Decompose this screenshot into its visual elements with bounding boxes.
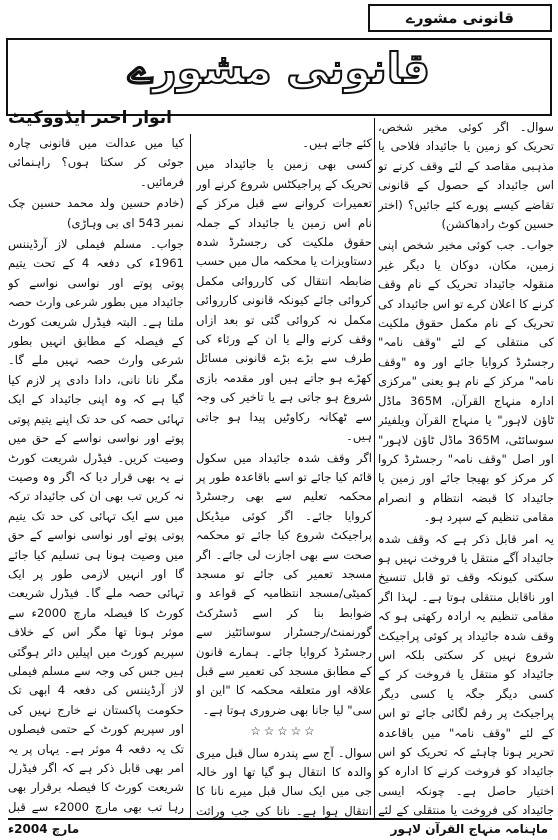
column-middle bbox=[196, 134, 372, 818]
author-name: انوار اختر ایڈووکیٹ bbox=[8, 108, 172, 128]
questioner-name: (خادم حسین ولد محمد حسین چک نمبر 543 ای بی وہاڑی) bbox=[8, 196, 184, 230]
question-2-end: کیا میں عدالت میں قانونی چارہ جوئی کر سکتا ہوں؟ راہنمائی فرمائیں۔ bbox=[8, 136, 184, 189]
column-divider bbox=[374, 118, 375, 818]
column-left bbox=[8, 134, 184, 818]
section-tag: قانونی مشورے bbox=[368, 4, 552, 32]
paragraph: کسی بھی زمین یا جائیداد میں تحریک کے پراجیکٹس شروع کرنے اور تعمیرات کروانے سے قبل مرکز کے نام اس زمین یا جائیداد کے جملہ حقوق ملکیت کی رجسٹرڈ شدہ دستاویزات یا محکمہ مال میں حسب ضابطہ انتقال کی کارروائی مکمل کروائی جائے کیونکہ قانونی کارروائی مکمل نہ کروائی گئی تو بعد ازاں وقف کرنے والے یا ان کے ورثاء کی طرف سے بڑے بڑے قانونی مسائل کھڑے ہو جاتے ہیں اور مقدمہ بازی شروع ہو جاتی ہے یا تاخیر کی وجہ سے ٹھکانہ رکاوٹیں پیدا ہو جاتی ہیں۔ bbox=[196, 157, 372, 444]
paragraph: کئے جاتے ہیں۔ bbox=[302, 136, 372, 150]
answer-1-continued: یہ امر قابل ذکر ہے کہ وقف شدہ جائیداد آگے منتقل یا فروخت نہیں ہو سکتی کیونکہ وقف تو قابل تنسیخ اور ناقابل منتقلی ہوتا ہے۔ لہذا اگر مقامی تنظیم یہ ارادہ رکھتی ہو کہ وقف شدہ جائیداد پر کوئی پراجیکٹ شروع نہیں کر سکتی بلکہ اس جائیداد کو منتقل یا فروخت کر کے کسی دیگر جگہ یا کسی دیگر پراجیکٹ پر رقم لگائی جائے تو اس کے لئے "وقف نامہ" میں باقاعدہ تحریر ہونا چاہئے کہ تحریک کو اس جائیداد کو فروخت کرنے کا ادارہ کو اختیار حاصل ہے۔ چونکہ ایسی جائیداد کی فروخت یا منتقلی کے لئے bbox=[378, 531, 554, 818]
question-2: سوال۔ آج سے پندرہ سال قبل میری والدہ کا انتقال ہو گیا تھا اور خالہ جی میں ایک سال قبل میرے نانا کا انتقال ہوا ہے۔ نانا کی جب وراثت bbox=[196, 745, 372, 818]
footer-rule bbox=[8, 818, 552, 820]
column-divider bbox=[190, 134, 191, 818]
answer-2: جواب۔ مسلم فیملی لاز آرڈیننس 1961ء کی دفعہ 4 کے تحت یتیم پوتی پوتے اور نواسی نواسے کو جائیداد میں بطور شرعی وارث حصہ ملتا ہے۔ البتہ فیڈرل شریعت کورٹ کے فیصلہ کے مطابق انہیں بطور شرعی وارث حصہ نہیں ملے گا۔ مگر نانا نانی، دادا دادی پر لازم کیا گیا ہے کہ وہ اپنی جائیداد کے ایک تہائی حصہ کی حد تک اپنے یتیم پوتی پوتے اور نواسی نواسے کے حق میں وصیت کریں۔ فیڈرل شریعت کورٹ نے یہ بھی قرار دیا کہ اگر وہ وصیت نہ کریں تب بھی ان کی جائیداد ترکہ میں سے ایک تہائی کی حد تک یتیم پوتی پوتے اور نواسی نواسے کے حق میں وصیت ہونا ہی تسلیم کیا جائے گا اور انہیں لازمی طور پر ایک تہائی حصہ ملے گا۔ فیڈرل شریعت کورٹ کا فیصلہ مارچ 2000ء سے موثر ہونا تھا مگر اس کے خلاف سپریم کورٹ میں اپیلیں دائر ہوگئی ہیں جس کی وجہ سے مسلم فیملی لاز آرڈیننس کی دفعہ 4 ابھی تک حکومت پاکستان نے خارج نہیں کی اور سپریم کورٹ کے حتمی فیصلوں تک یہ دفعہ 4 موثر ہے۔ یہاں پر یہ امر بھی قابل ذکر ہے کہ اگر فیڈرل شریعت کورٹ کا فیصلہ برقرار بھی رہا تب بھی مارچ 2000ء سے قبل bbox=[8, 237, 184, 814]
column-right bbox=[378, 118, 554, 818]
page-title: قانونی مشورے bbox=[127, 44, 431, 93]
title-banner bbox=[6, 38, 552, 116]
paragraph: اگر وقف شدہ جائیداد میں سکول قائم کیا جائے تو اسے باقاعدہ طور پر محکمہ تعلیم سے بھی رجسٹرڈ کروایا جائے۔ اگر کوئی میڈیکل پراجیکٹ شروع کیا جائے تو محکمہ صحت سے بھی اجازت لی جائے۔ اگر مسجد تعمیر کی جائے تو مسجد کمیٹی/مسجد انتظامیہ کے قواعد و ضوابط بنا کر اسے ڈسٹرکٹ گورنمنٹ/رجسٹرار سوسائٹیز سے رجسٹرڈ کروایا جائے۔ ہمارے قانون کے مطابق مسجد کی تعمیر سے قبل علاقہ اور متعلقہ محکمہ کا "این او سی" لیا جانا بھی ضروری ہوتا ہے۔ bbox=[196, 450, 372, 717]
question-1: سوال۔ اگر کوئی مخیر شخص، تحریک کو زمین یا جائیداد فلاحی یا مذہبی مقاصد کے لئے وقف کرنے تو اس جائیداد کے حصول کے قانونی تقاضے کیسے پورے کئے جائیں؟ (اختر حسین کوٹ رادھاکشن) bbox=[378, 120, 554, 232]
footer-magazine: ماہنامہ منہاج القرآن لاہور bbox=[390, 822, 548, 836]
footer-date: مارچ 2004ء bbox=[8, 822, 80, 836]
answer-1: جواب۔ جب کوئی مخیر شخص اپنی زمین، مکان، دوکان یا دیگر غیر منقولہ جائیداد تحریک کے نام وقف کرنے کا اعلان کرے تو اس جائیداد کی تحریک کے نام مکمل حقوق ملکیت کی منتقلی کے لئے "وقف نامہ" رجسٹرڈ کروایا جائے اور وہ "وقف نامہ" مرکز کے نام ہو یعنی "مرکزی ادارہ منہاج القرآن، 365M ماڈل ٹاؤن لاہور" یا منہاج القرآن ویلفیئر سوسائٹی، 365M ماڈل ٹاؤن لاہور" اور اصل "وقف نامہ" رجسٹرڈ کروا کر مرکز کو بھیجا جائے اور زمین یا جائیداد کا قبضہ انتظام و انصرام مقامی تنظیم کے سپرد ہو۔ bbox=[378, 238, 554, 525]
separator-stars: ☆☆☆☆☆ bbox=[250, 724, 318, 739]
